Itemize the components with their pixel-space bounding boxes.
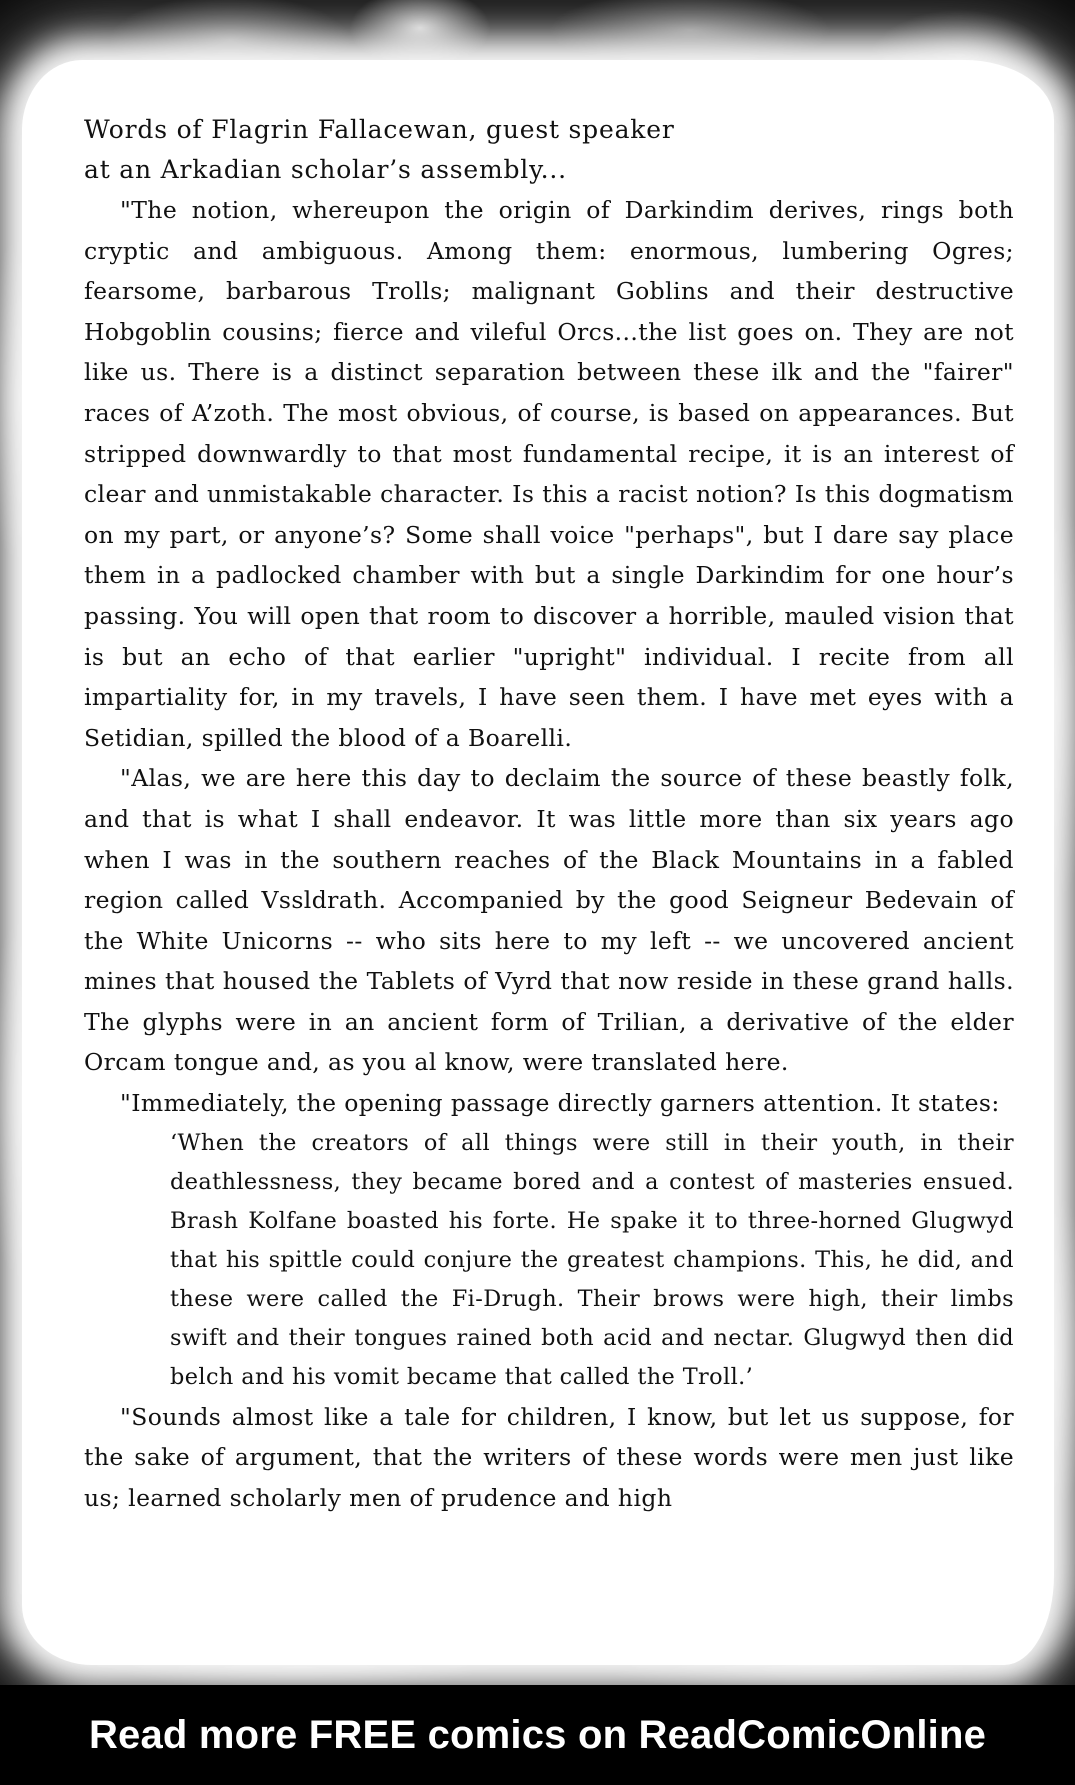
paragraph-2: "Alas, we are here this day to declaim the source of these beastly folk, and that is what I shall endeavor. It was little more than six years ago when I was in the southern reaches of the Black Mountains in a fabled region called Vssldrath. Accompanied by the good Seigneur Bedevain of the White Unicorns -- who sits here to my left -- we uncovered ancient mines that housed the Tablets of Vyrd that now reside in these grand halls. The glyphs were in an ancient form of Trilian, a derivative of the elder Orcam tongue and, as you al know, were translated here. — [84, 764, 1014, 1077]
heading-line-1: Words of Flagrin Fallacewan, guest speaker — [84, 115, 675, 144]
paragraph-3: "Immediately, the opening passage directly garners attention. It states: — [120, 1089, 1000, 1118]
paragraph-4: "Sounds almost like a tale for children, I know, but let us suppose, for the sake of argument, that the writers of these words were men just like us; learned scholarly men of prudence and high — [84, 1402, 1014, 1512]
heading-line-2: at an Arkadian scholar’s assembly... — [84, 155, 567, 184]
paragraph-1: "The notion, whereupon the origin of Darkindim derives, rings both cryptic and ambiguous. Among them: enormous, lumbering Ogres; fearsome, barbarous Trolls; malignant Goblins and their destructive Hobgoblin cousins; fierce and vileful Orcs...the list goes on. They are not like us. There is a distinct separation between these ilk and the "fairer" races of A’zoth. The most obvious, of course, is based on appearances. But stripped downwardly to that most fundamental recipe, it is an interest of clear and unmistakable character. Is this a racist notion? Is this dogmatism on my part, or anyone’s? Some shall voice "perhaps", but I dare say place them in a padlocked chamber with but a single Darkindim for one hour’s passing. You will open that room to discover a horrible, mauled vision that is but an echo of that earlier "upright" individual. I recite from all impartiality for, in my travels, I have seen them. I have met eyes with a Setidian, spilled the blood of a Boarelli. — [84, 196, 1014, 752]
footer-banner — [0, 1685, 1075, 1785]
footer-text[interactable]: Read more FREE comics on ReadComicOnline — [88, 1712, 987, 1757]
heading — [84, 110, 724, 190]
quoted-passage: ‘When the creators of all things were still in their youth, in their deathlessness, they became bored and a contest of masteries ensued. Brash Kolfane boasted his forte. He spake it to three-horned Glugwyd that his spittle could conjure the greatest champions. This, he did, and these were called the Fi-Drugh. Their brows were high, their limbs swift and their tongues rained both acid and nectar. Glugwyd then did belch and his vomit became that called the Troll.’ — [170, 1129, 1014, 1390]
text-content — [84, 110, 1014, 1518]
